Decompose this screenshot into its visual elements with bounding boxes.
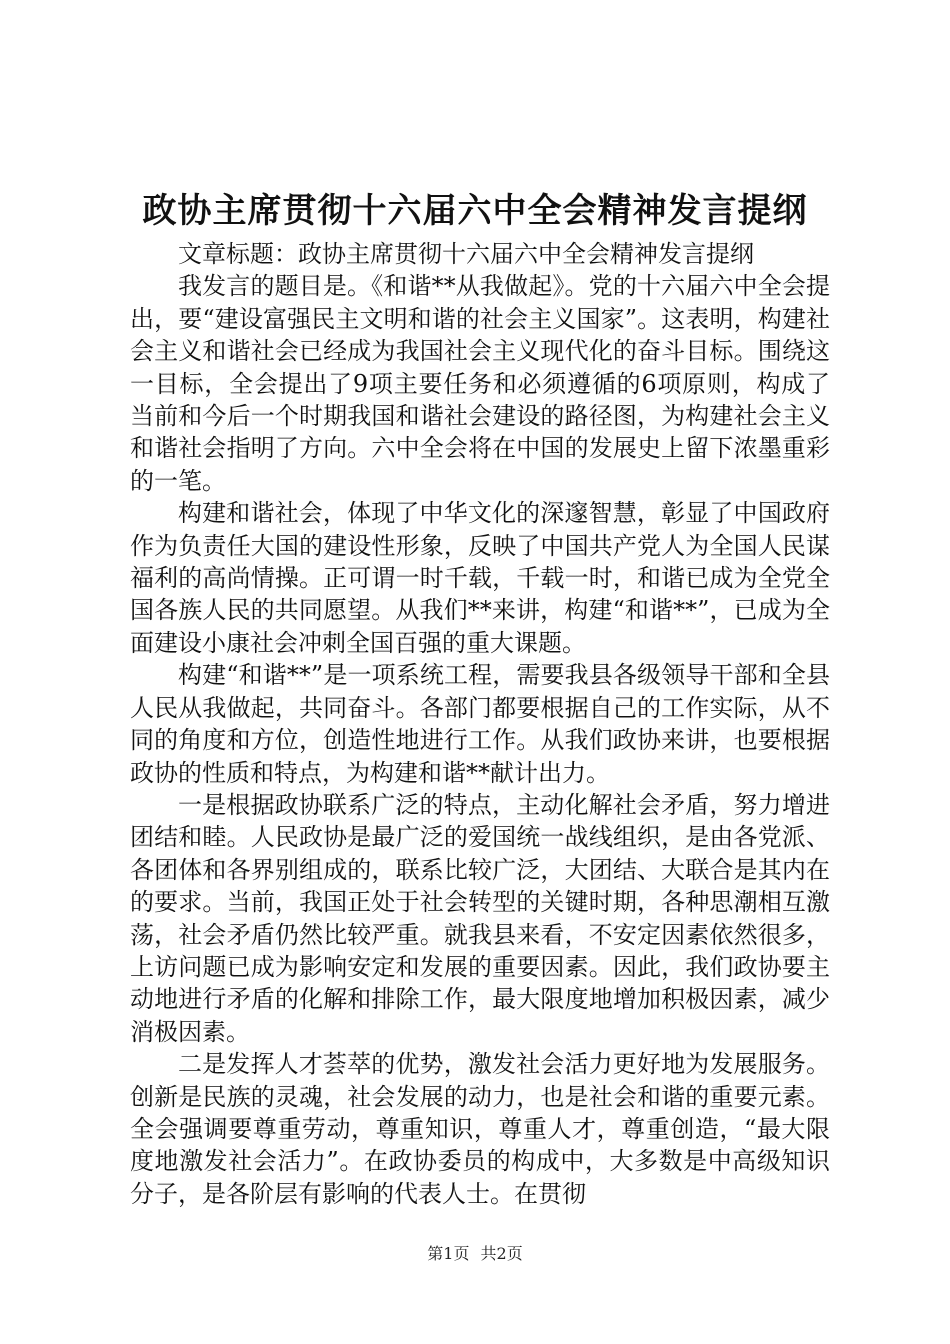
paragraph-article-title: 文章标题：政协主席贯彻十六届六中全会精神发言提纲 <box>178 240 754 268</box>
paragraph: 我发言的题目是。《和谐**从我做起》。党的十六届六中全会提出，要“建设富强民主文明和谐的社会主义国家”。这表明，构建社会主义和谐社会已经成为我国社会主义现代化的奋斗目标。围绕这一目标，全会提出了9项主要任务和必须遵循的6项原则，构成了当前和今后一个时期我国和谐社会建设的路径图，为构建社会主义和谐社会指明了方向。六中全会将在中国的发展史上留下浓墨重彩的一笔。 <box>130 272 830 495</box>
document-title: 政协主席贯彻十六届六中全会精神发言提纲 <box>142 191 808 231</box>
paragraph: 构建和谐社会，体现了中华文化的深邃智慧，彰显了中国政府作为负责任大国的建设性形象，反映了中国共产党人为全国人民谋福利的高尚情操。正可谓一时千载，千载一时，和谐已成为全党全国各族人民的共同愿望。从我们**来讲，构建“和谐**”，已成为全面建设小康社会冲刺全国百强的重大课题。 <box>130 499 830 657</box>
document-body <box>130 238 830 1210</box>
paragraph: 二是发挥人才荟萃的优势，激发社会活力更好地为发展服务。创新是民族的灵魂，社会发展的动力，也是社会和谐的重要元素。全会强调要尊重劳动，尊重知识，尊重人才，尊重创造，“最大限度地激发社会活力”。在政协委员的构成中，大多数是中高级知识分子，是各阶层有影响的代表人士。在贯彻 <box>130 1050 830 1208</box>
page-total: 共2页 <box>480 1244 523 1263</box>
paragraph: 一是根据政协联系广泛的特点，主动化解社会矛盾，努力增进团结和睦。人民政协是最广泛的爱国统一战线组织，是由各党派、各团体和各界别组成的，联系比较广泛，大团结、大联合是其内在的要求。当前，我国正处于社会转型的关键时期，各种思潮相互激荡，社会矛盾仍然比较严重。就我县来看，不安定因素依然很多，上访问题已成为影响安定和发展的重要因素。因此，我们政协要主动地进行矛盾的化解和排除工作，最大限度地增加积极因素，减少消极因素。 <box>130 790 830 1046</box>
page-number: 第1页 <box>427 1244 470 1263</box>
page-footer <box>0 1242 950 1266</box>
paragraph: 构建“和谐**”是一项系统工程，需要我县各级领导干部和全县人民从我做起，共同奋斗。各部门都要根据自己的工作实际，从不同的角度和方位，创造性地进行工作。从我们政协来讲，也要根据政协的性质和特点，为构建和谐**献计出力。 <box>130 661 830 787</box>
